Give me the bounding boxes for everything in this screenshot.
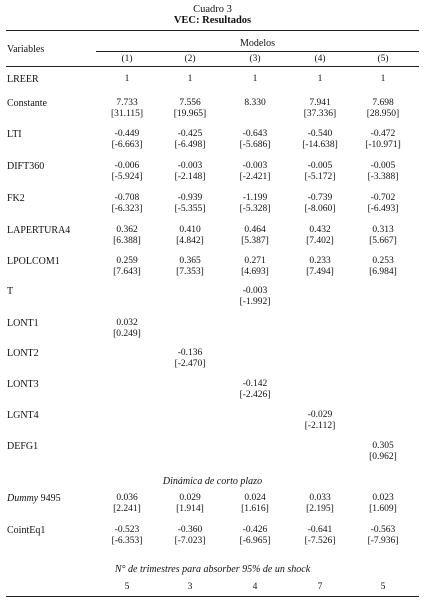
t-statistic: [-2.426] [239, 390, 271, 400]
coefficient-value: -0.005 [307, 161, 333, 171]
coefficient-value: 1 [252, 74, 258, 84]
t-statistic: [-5.924] [111, 172, 143, 182]
short-run-value: 0.036 [116, 493, 138, 503]
row-label: LTI [7, 129, 22, 140]
coefficient-value: -0.029 [307, 410, 333, 420]
coefficient-value: 0.305 [372, 441, 394, 451]
short-run-value: -0.360 [177, 525, 203, 535]
t-statistic: [6.388] [113, 236, 141, 246]
coefficient-value: 0.362 [116, 225, 138, 235]
coefficient-value: -0.003 [242, 161, 268, 171]
t-statistic: [-5.328] [239, 204, 271, 214]
quarters-heading: N° de trimestres para absorber 95% de un shock [114, 564, 311, 575]
short-run-t-statistic: [2.241] [113, 504, 141, 514]
t-statistic: [5.667] [369, 236, 397, 246]
coefficient-value: -0.739 [307, 193, 333, 203]
t-statistic: [37.336] [303, 109, 337, 119]
t-statistic: [-3.388] [367, 172, 399, 182]
coefficient-value: 1 [124, 74, 130, 84]
header-rule [6, 66, 419, 67]
short-run-label-name: Dummy [7, 493, 39, 504]
t-statistic: [0.962] [369, 452, 397, 462]
short-run-t-statistic: [2.195] [306, 504, 334, 514]
row-label: LONT1 [7, 318, 39, 329]
bottom-rule [6, 596, 419, 597]
t-statistic: [-14.638] [302, 140, 338, 150]
row-label: LGNT4 [7, 410, 39, 421]
variables-header: Variables [7, 44, 45, 55]
t-statistic: [-8.060] [304, 204, 336, 214]
table-caption: VEC: Resultados [173, 15, 252, 26]
short-run-value: -0.523 [114, 525, 140, 535]
short-run-value: -0.563 [370, 525, 396, 535]
coefficient-value: -0.136 [177, 348, 203, 358]
column-header: (2) [184, 54, 196, 64]
t-statistic: [-5.172] [304, 172, 336, 182]
coefficient-value: -0.702 [370, 193, 396, 203]
column-header: (3) [249, 54, 261, 64]
t-statistic: [31.115] [110, 109, 144, 119]
coefficient-value: 8.330 [244, 98, 266, 108]
coefficient-value: 0.259 [116, 256, 138, 266]
row-label: LREER [7, 74, 39, 85]
t-statistic: [7.353] [176, 267, 204, 277]
t-statistic: [7.494] [306, 267, 334, 277]
coefficient-value: 0.271 [244, 256, 266, 266]
short-run-t-statistic: [1.914] [176, 504, 204, 514]
t-statistic: [-2.112] [304, 421, 336, 431]
short-run-heading: Dinámica de corto plazo [162, 476, 263, 487]
coefficient-value: 7.941 [309, 98, 331, 108]
coefficient-value: 1 [380, 74, 386, 84]
t-statistic: [-2.148] [174, 172, 206, 182]
coefficient-value: 0.365 [179, 256, 201, 266]
coefficient-value: 1 [187, 74, 193, 84]
coefficient-value: 0.464 [244, 225, 266, 235]
coefficient-value: -0.425 [177, 129, 203, 139]
row-label: Constante [7, 98, 47, 109]
t-statistic: [-10.971] [365, 140, 401, 150]
coefficient-value: -0.540 [307, 129, 333, 139]
short-run-value: -0.641 [307, 525, 333, 535]
t-statistic: [7.643] [113, 267, 141, 277]
quarters-value: 5 [380, 582, 386, 592]
coefficient-value: 0.432 [309, 225, 331, 235]
coefficient-value: 7.698 [372, 98, 394, 108]
coefficient-value: 1 [317, 74, 323, 84]
coefficient-value: -1.199 [242, 193, 268, 203]
row-label: LONT2 [7, 348, 39, 359]
coefficient-value: 0.032 [116, 318, 138, 328]
short-run-t-statistic: [-6.353] [111, 536, 143, 546]
t-statistic: [5.387] [241, 236, 269, 246]
t-statistic: [-5.686] [239, 140, 271, 150]
column-header: (4) [314, 54, 326, 64]
t-statistic: [-6.493] [367, 204, 399, 214]
t-statistic: [6.984] [369, 267, 397, 277]
coefficient-value: -0.142 [242, 379, 268, 389]
coefficient-value: -0.708 [114, 193, 140, 203]
short-run-label-name: CointEq1 [7, 525, 46, 536]
short-run-value: 0.033 [309, 493, 331, 503]
t-statistic: [-2.470] [174, 359, 206, 369]
t-statistic: [-6.498] [174, 140, 206, 150]
short-run-label-suffix: 9495 [38, 493, 61, 504]
short-run-t-statistic: [1.616] [241, 504, 269, 514]
t-statistic: [7.402] [306, 236, 334, 246]
t-statistic: [-2.421] [239, 172, 271, 182]
coefficient-value: -0.939 [177, 193, 203, 203]
row-label: LAPERTURA4 [7, 225, 71, 236]
coefficient-value: -0.003 [242, 286, 268, 296]
models-header: Modelos [240, 38, 275, 49]
coefficient-value: -0.449 [114, 129, 140, 139]
column-header: (5) [377, 54, 389, 64]
row-label: T [7, 286, 14, 297]
short-run-label [7, 493, 61, 504]
short-run-label [7, 525, 45, 536]
short-run-t-statistic: [-7.023] [174, 536, 206, 546]
row-label: DIFT360 [7, 161, 45, 172]
quarters-value: 5 [124, 582, 130, 592]
t-statistic: [19.965] [173, 109, 207, 119]
short-run-t-statistic: [-7.526] [304, 536, 336, 546]
column-header: (1) [121, 54, 133, 64]
t-statistic: [-1.992] [239, 297, 271, 307]
coefficient-value: 0.253 [372, 256, 394, 266]
coefficient-value: 0.313 [372, 225, 394, 235]
coefficient-value: -0.643 [242, 129, 268, 139]
coefficient-value: 0.233 [309, 256, 331, 266]
coefficient-value: -0.006 [114, 161, 140, 171]
short-run-value: 0.029 [179, 493, 201, 503]
short-run-value: -0.426 [242, 525, 268, 535]
coefficient-value: 7.556 [179, 98, 201, 108]
coefficient-value: -0.005 [370, 161, 396, 171]
coefficient-value: 0.410 [179, 225, 201, 235]
row-label: LPOLCOM1 [7, 256, 60, 267]
top-rule [6, 30, 419, 31]
t-statistic: [-5.355] [174, 204, 206, 214]
t-statistic: [4.693] [241, 267, 269, 277]
short-run-value: 0.024 [244, 493, 266, 503]
row-label: LONT3 [7, 379, 39, 390]
t-statistic: [0.249] [113, 329, 141, 339]
coefficient-value: -0.472 [370, 129, 396, 139]
t-statistic: [28.950] [366, 109, 400, 119]
coefficient-value: -0.003 [177, 161, 203, 171]
quarters-value: 3 [187, 582, 193, 592]
quarters-value: 4 [252, 582, 258, 592]
short-run-t-statistic: [-6.965] [239, 536, 271, 546]
row-label: DEFG1 [7, 441, 39, 452]
t-statistic: [-6.663] [111, 140, 143, 150]
row-label: FK2 [7, 193, 25, 204]
coefficient-value: 7.733 [116, 98, 138, 108]
short-run-value: 0.023 [372, 493, 394, 503]
models-rule [96, 51, 419, 52]
short-run-t-statistic: [1.609] [369, 504, 397, 514]
table-number: Cuadro 3 [193, 4, 232, 15]
t-statistic: [-6.323] [111, 204, 143, 214]
t-statistic: [4.842] [176, 236, 204, 246]
quarters-value: 7 [317, 582, 323, 592]
short-run-t-statistic: [-7.936] [367, 536, 399, 546]
